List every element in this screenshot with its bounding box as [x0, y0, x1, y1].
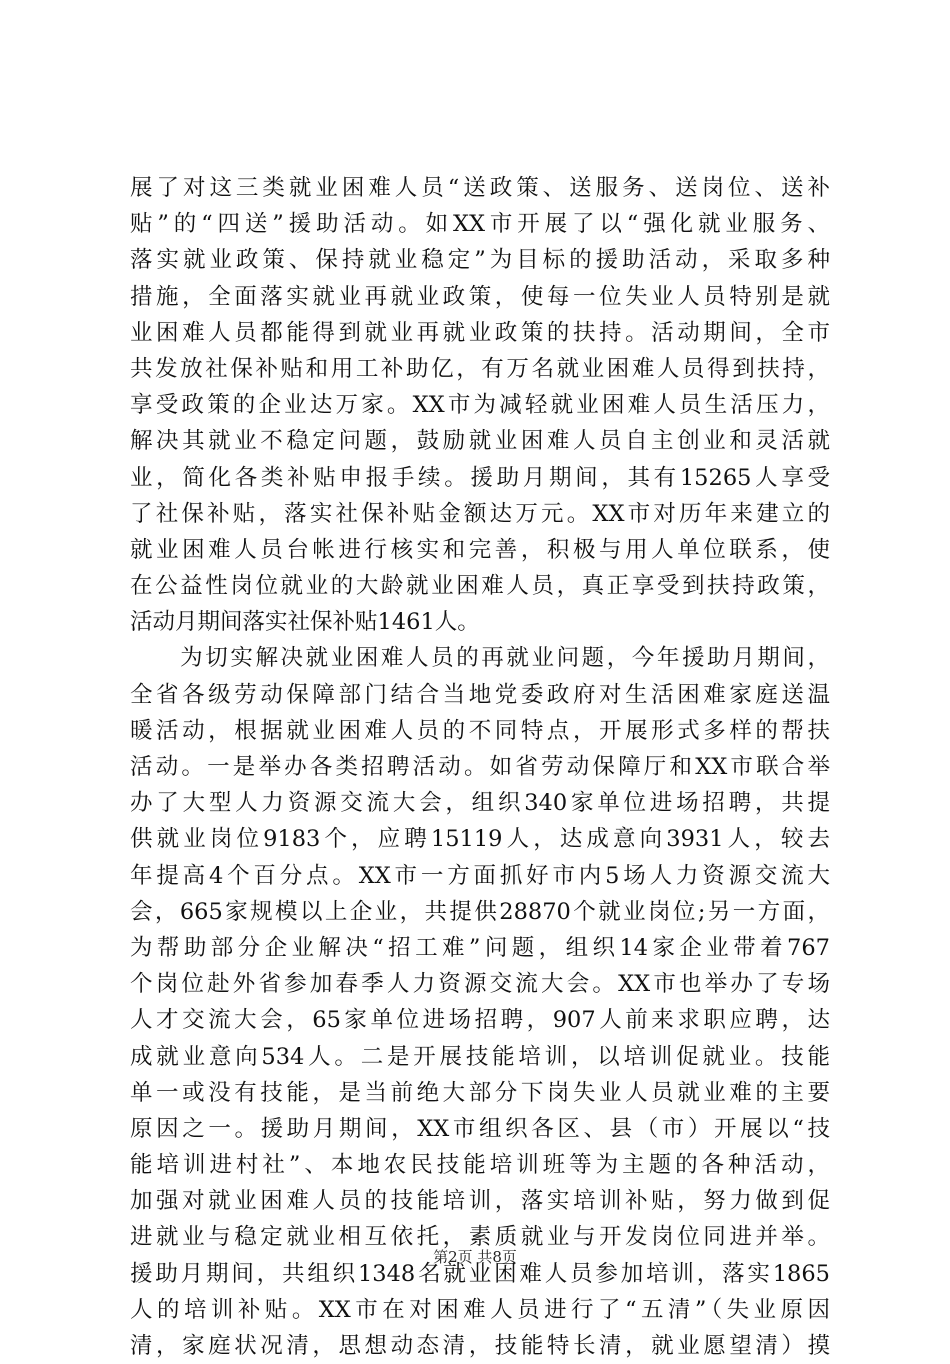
text-line: 暖活动，根据就业困难人员的不同特点，开展形式多样的帮扶 — [130, 717, 830, 744]
page-footer: 第2页 共8页 — [433, 1248, 517, 1266]
text-line: 人的培训补贴。XX市在对困难人员进行了“五清”（失业原因 — [130, 1296, 830, 1323]
text-line: 供就业岗位9183个，应聘15119人，达成意向3931人，较去 — [130, 826, 830, 853]
text-line: 在公益性岗位就业的大龄就业困难人员，真正享受到扶持政策， — [130, 573, 830, 600]
text-line: 个岗位赴外省参加春季人力资源交流大会。XX市也举办了专场 — [130, 971, 830, 998]
text-line: 原因之一。援助月期间，XX市组织各区、县（市）开展以“技 — [130, 1115, 830, 1142]
text-line: 清，家庭状况清，思想动态清，技能特长清，就业愿望清）摸 — [130, 1333, 830, 1359]
text-line: 就业困难人员台帐进行核实和完善，积极与用人单位联系，使 — [130, 536, 830, 563]
text-line: 活动。一是举办各类招聘活动。如省劳动保障厅和XX市联合举 — [130, 754, 830, 780]
text-line: 成就业意向534人。二是开展技能培训，以培训促就业。技能 — [130, 1043, 830, 1070]
text-line: 援助月期间，共组织1348名就业困难人员参加培训，落实1865 — [130, 1260, 830, 1287]
text-line: 展了对这三类就业困难人员“送政策、送服务、送岗位、送补 — [130, 175, 830, 201]
text-line: 了社保补贴，落实社保补贴金额达万元。XX市对历年来建立的 — [130, 500, 830, 527]
text-line: 业困难人员都能得到就业再就业政策的扶持。活动期间，全市 — [130, 319, 830, 346]
text-line: 落实就业政策、保持就业稳定”为目标的援助活动，采取多种 — [130, 247, 830, 274]
text-line: 解决其就业不稳定问题，鼓励就业困难人员自主创业和灵活就 — [130, 428, 830, 455]
text-line: 共发放社保补贴和用工补助亿，有万名就业困难人员得到扶持， — [130, 355, 830, 382]
text-line: 人才交流大会，65家单位进场招聘，907人前来求职应聘，达 — [130, 1007, 830, 1034]
text-line: 单一或没有技能，是当前绝大部分下岗失业人员就业难的主要 — [130, 1079, 830, 1106]
text-line: 加强对就业困难人员的技能培训，落实培训补贴，努力做到促 — [130, 1188, 830, 1215]
text-line: 享受政策的企业达万家。XX市为减轻就业困难人员生活压力， — [130, 392, 830, 419]
text-line: 活动月期间落实社保补贴1461人。 — [130, 609, 480, 636]
text-line: 为帮助部分企业解决“招工难”问题，组织14家企业带着767 — [130, 934, 830, 961]
body-text — [130, 170, 830, 1364]
text-line: 贴”的“四送”援助活动。如XX市开展了以“强化就业服务、 — [130, 211, 830, 238]
text-line: 会，665家规模以上企业，共提供28870个就业岗位;另一方面， — [130, 898, 830, 925]
text-line: 措施，全面落实就业再就业政策，使每一位失业人员特别是就 — [130, 283, 830, 310]
text-line: 全省各级劳动保障部门结合当地党委政府对生活困难家庭送温 — [130, 681, 830, 708]
text-line: 进就业与稳定就业相互依托，素质就业与开发岗位同进并举。 — [130, 1224, 830, 1251]
text-line: 业，简化各类补贴申报手续。援助月期间，其有15265人享受 — [130, 464, 830, 491]
text-line: 能培训进村社”、本地农民技能培训班等为主题的各种活动， — [130, 1152, 830, 1179]
text-line: 年提高4个百分点。XX市一方面抓好市内5场人力资源交流大 — [130, 862, 830, 889]
text-line: 办了大型人力资源交流大会，组织340家单位进场招聘，共提 — [130, 790, 830, 817]
text-line: 为切实解决就业困难人员的再就业问题，今年援助月期间， — [130, 645, 830, 672]
